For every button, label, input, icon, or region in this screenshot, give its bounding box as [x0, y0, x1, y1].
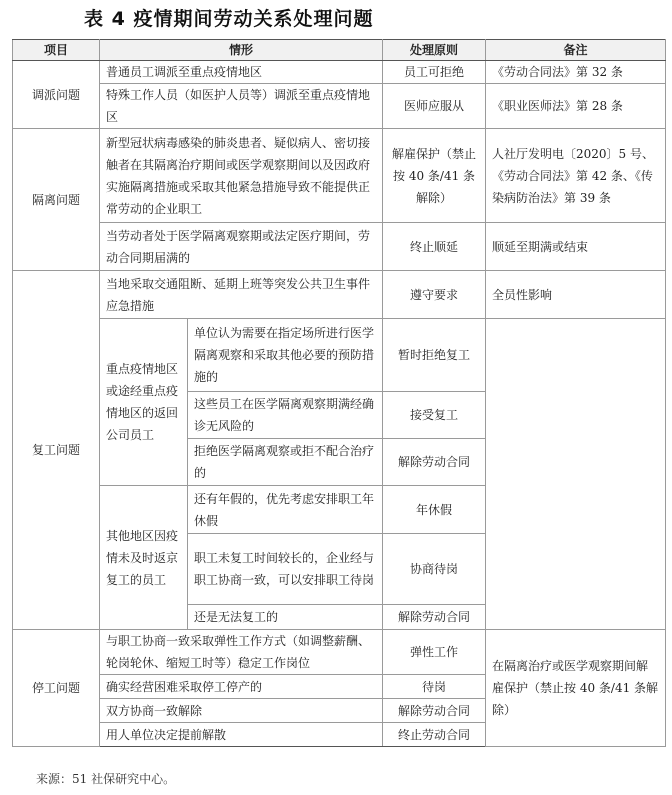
- header-row: [13, 40, 666, 61]
- table-row: [13, 271, 666, 319]
- situation-cell: 用人单位决定提前解散: [100, 723, 383, 747]
- principle-cell: 解除劳动合同: [383, 605, 486, 630]
- situation-cell: 特殊工作人员（如医护人员等）调派至重点疫情地区: [100, 84, 383, 129]
- principle-cell: 接受复工: [383, 392, 486, 439]
- situation-cell: 当地采取交通阻断、延期上班等突发公共卫生事件应急措施: [100, 271, 383, 319]
- situation-cell: 确实经营困难采取停工停产的: [100, 675, 383, 699]
- principle-cell: 终止顺延: [383, 223, 486, 271]
- category-suspension: 停工问题: [13, 630, 100, 747]
- category-isolation: 隔离问题: [13, 129, 100, 271]
- principle-cell: 解除劳动合同: [383, 439, 486, 486]
- source-note: 来源：51 社保研究中心。: [36, 772, 176, 786]
- header-principle: 处理原则: [383, 40, 486, 61]
- situation-cell: 还是无法复工的: [188, 605, 383, 630]
- situation-cell: 拒绝医学隔离观察或拒不配合治疗的: [188, 439, 383, 486]
- principle-cell: 遵守要求: [383, 271, 486, 319]
- category-dispatch: 调派问题: [13, 61, 100, 129]
- remark-cell: 《劳动合同法》第 32 条: [486, 61, 666, 84]
- remark-cell: 人社厅发明电〔2020〕5 号、《劳动合同法》第 42 条、《传染病防治法》第 39 条: [486, 129, 666, 223]
- principle-cell: 协商待岗: [383, 534, 486, 605]
- table-row: [13, 129, 666, 223]
- header-remark: 备注: [486, 40, 666, 61]
- group-key-areas: 重点疫情地区或途经重点疫情地区的返回公司员工: [100, 319, 188, 486]
- table-row: [13, 84, 666, 129]
- table-row: [13, 630, 666, 675]
- table-row: [13, 61, 666, 84]
- table-title: 表 4 疫情期间劳动关系处理问题: [84, 8, 374, 30]
- category-resume: 复工问题: [13, 271, 100, 630]
- situation-cell: 这些员工在医学隔离观察期满经确诊无风险的: [188, 392, 383, 439]
- situation-cell: 当劳动者处于医学隔离观察期或法定医疗期间，劳动合同期届满的: [100, 223, 383, 271]
- principle-cell: 终止劳动合同: [383, 723, 486, 747]
- principle-cell: 年休假: [383, 486, 486, 534]
- situation-cell: 职工未复工时间较长的，企业经与职工协商一致，可以安排职工待岗: [188, 534, 383, 605]
- remark-cell: 《职业医师法》第 28 条: [486, 84, 666, 129]
- situation-cell: 单位认为需要在指定场所进行医学隔离观察和采取其他必要的预防措施的: [188, 319, 383, 392]
- remark-cell: 在隔离治疗或医学观察期间解雇保护（禁止按 40 条/41 条解除）: [486, 630, 666, 747]
- header-item: 项目: [13, 40, 100, 61]
- situation-cell: 双方协商一致解除: [100, 699, 383, 723]
- situation-cell: 与职工协商一致采取弹性工作方式（如调整薪酬、轮岗轮休、缩短工时等）稳定工作岗位: [100, 630, 383, 675]
- remark-cell: 顺延至期满或结束: [486, 223, 666, 271]
- principle-cell: 员工可拒绝: [383, 61, 486, 84]
- situation-cell: 普通员工调派至重点疫情地区: [100, 61, 383, 84]
- principle-cell: 解除劳动合同: [383, 699, 486, 723]
- principle-cell: 医师应服从: [383, 84, 486, 129]
- principle-cell: 弹性工作: [383, 630, 486, 675]
- group-other-areas: 其他地区因疫情未及时返京复工的员工: [100, 486, 188, 630]
- table-row: [13, 223, 666, 271]
- situation-cell: 还有年假的，优先考虑安排职工年休假: [188, 486, 383, 534]
- remark-cell-empty: [486, 319, 666, 630]
- labor-relations-table: [12, 39, 666, 747]
- situation-cell: 新型冠状病毒感染的肺炎患者、疑似病人、密切接触者在其隔离治疗期间或医学观察期间以及因政府实施隔离措施或采取其他紧急措施导致不能提供正常劳动的企业职工: [100, 129, 383, 223]
- remark-cell: 全员性影响: [486, 271, 666, 319]
- header-situation: 情形: [100, 40, 383, 61]
- principle-cell: 待岗: [383, 675, 486, 699]
- principle-cell: 解雇保护（禁止按 40 条/41 条解除）: [383, 129, 486, 223]
- principle-cell: 暂时拒绝复工: [383, 319, 486, 392]
- table-row: [13, 319, 666, 392]
